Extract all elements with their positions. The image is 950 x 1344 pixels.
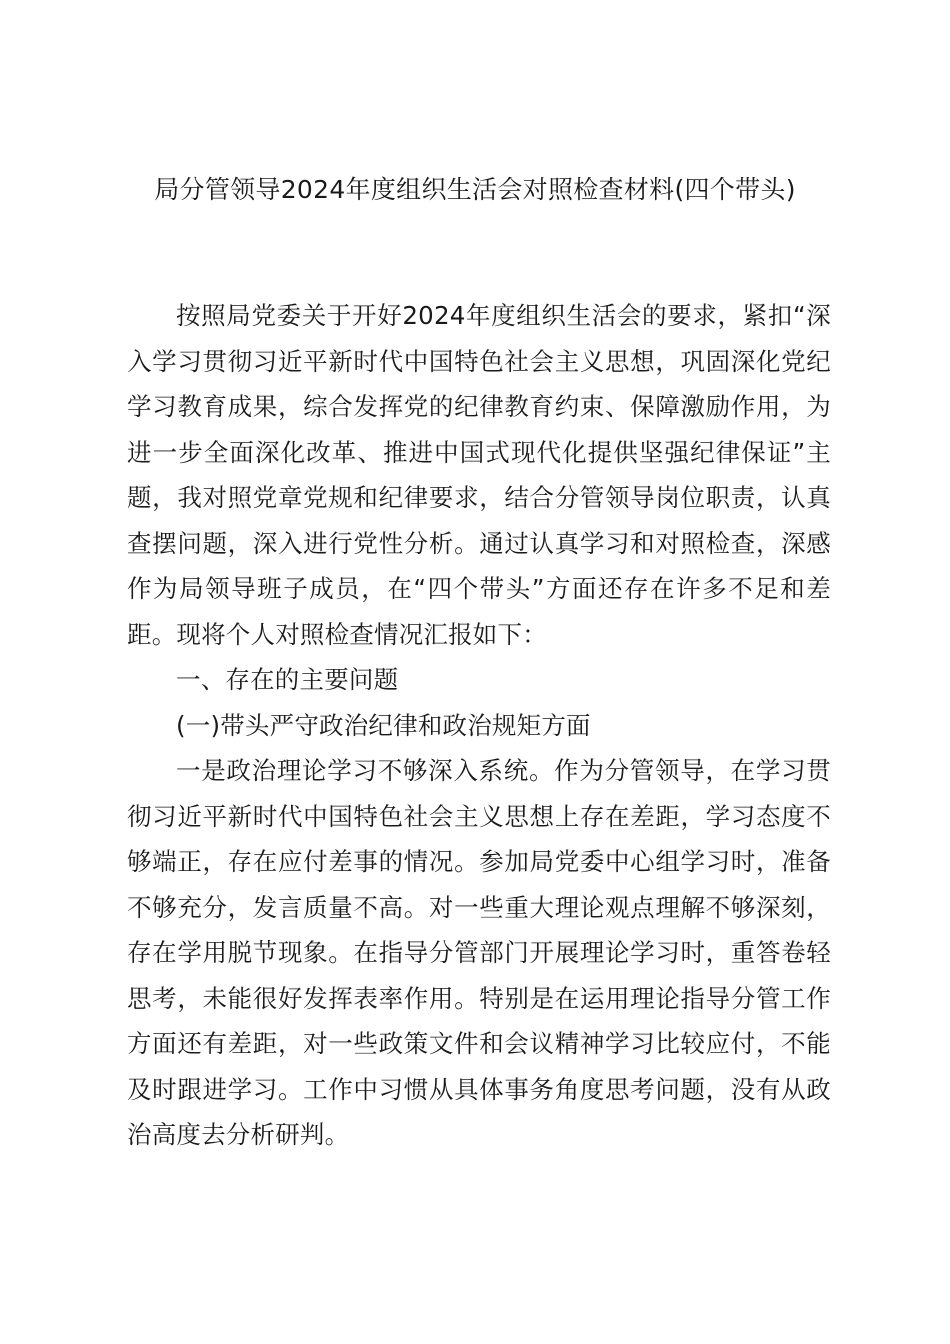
section-heading-main-problems: 一、存在的主要问题 xyxy=(176,665,399,694)
subsection-heading-political-discipline: (一)带头严守政治纪律和政治规矩方面 xyxy=(176,710,591,740)
document-title: 局分管领导2024年度组织生活会对照检查材料(四个带头) xyxy=(154,175,796,204)
document-body xyxy=(127,293,831,1158)
intro-paragraph: 按照局党委关于开好2024年度组织生活会的要求，紧扣“深入学习贯彻习近平新时代中国特色社会主义思想，巩固深化党纪学习教育成果，综合发挥党的纪律教育约束、保障激励作用，为进一步全面深化改革、推进中国式现代化提供坚强纪律保证”主题，我对照党章党规和纪律要求，结合分管领导岗位职责，认真查摆问题，深入进行党性分析。通过认真学习和对照检查，深感作为局领导班子成员，在“四个带头”方面还存在许多不足和差距。现将个人对照检查情况汇报如下： xyxy=(127,301,831,649)
problem-point-1: 一是政治理论学习不够深入系统。作为分管领导，在学习贯彻习近平新时代中国特色社会主义思想上存在差距，学习态度不够端正，存在应付差事的情况。参加局党委中心组学习时，准备不够充分，发言质量不高。对一些重大理论观点理解不够深刻，存在学用脱节现象。在指导分管部门开展理论学习时，重答卷轻思考，未能很好发挥表率作用。特别是在运用理论指导分管工作方面还有差距，对一些政策文件和会议精神学习比较应付，不能及时跟进学习。工作中习惯从具体事务角度思考问题，没有从政治高度去分析研判。 xyxy=(127,756,831,1149)
